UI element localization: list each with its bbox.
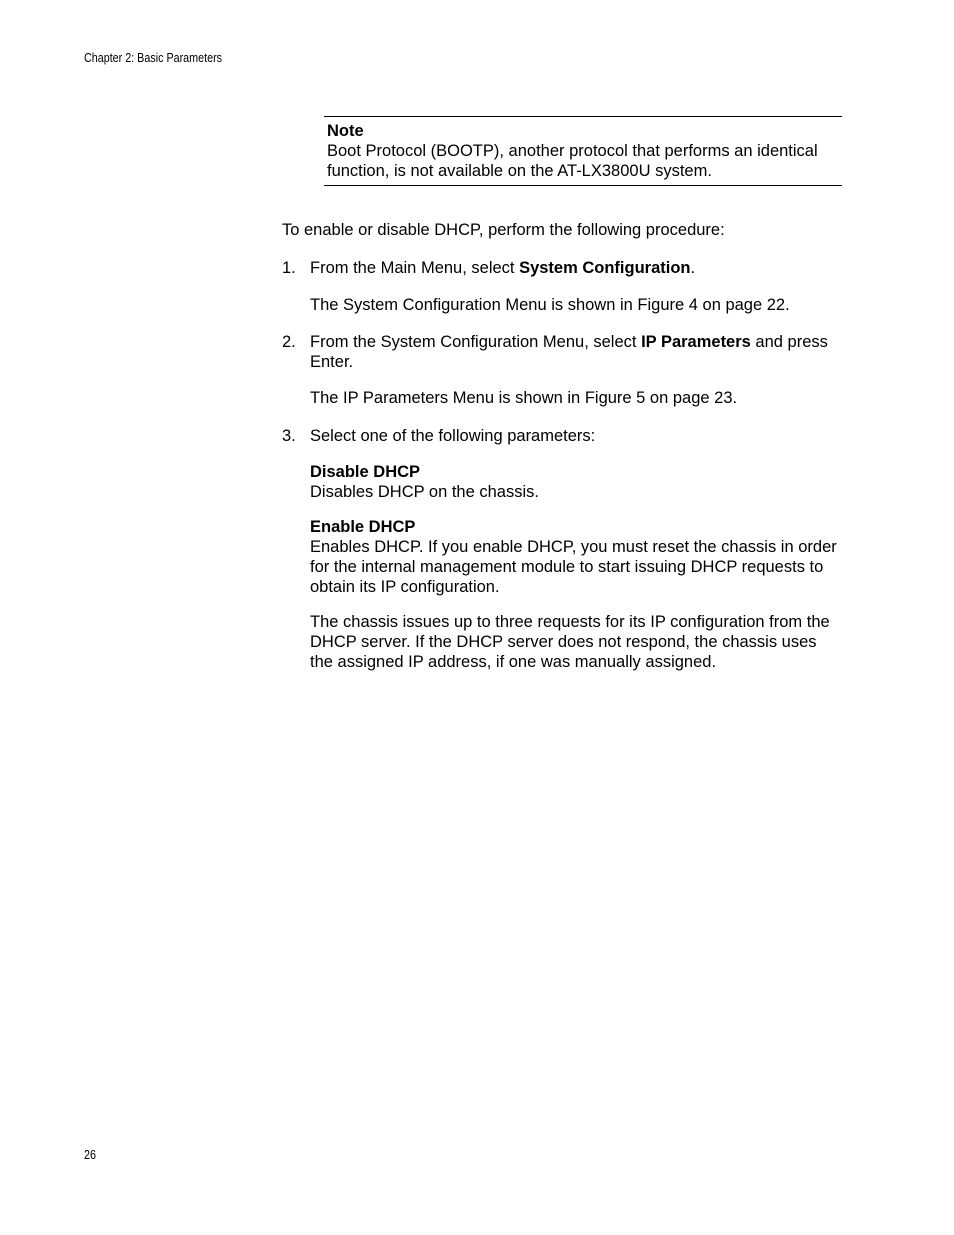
step-number: 1. — [282, 259, 296, 277]
menu-option-system-configuration: System Configuration — [519, 259, 691, 277]
note-box — [324, 116, 842, 186]
step-text: Select one of the following parameters: — [310, 427, 596, 445]
step-text: From the Main Menu, select — [310, 259, 520, 277]
procedure-section — [282, 220, 842, 672]
step-number: 3. — [282, 427, 296, 445]
step-1-result: The System Configuration Menu is shown in Figure 4 on page 22. — [310, 296, 790, 314]
step-number: 2. — [282, 333, 296, 351]
parameter-enable-dhcp — [282, 517, 842, 597]
step-text-end: . — [690, 259, 696, 277]
parameter-description: Disables DHCP on the chassis. — [310, 483, 539, 501]
intro-paragraph: To enable or disable DHCP, perform the following procedure: — [282, 221, 725, 239]
parameter-name: Disable DHCP — [310, 463, 421, 481]
closing-paragraph: The chassis issues up to three requests for its IP configuration from the DHCP server. If the DHCP server does not respond, the chassis uses the assigned IP address, if one was manually assigned. — [310, 613, 830, 671]
step-text: From the System Configuration Menu, select — [310, 333, 642, 351]
parameter-disable-dhcp — [282, 462, 842, 502]
menu-option-ip-parameters: IP Parameters — [641, 333, 751, 351]
parameter-name: Enable DHCP — [310, 518, 416, 536]
page-number: 26 — [84, 1148, 96, 1162]
note-text: Boot Protocol (BOOTP), another protocol that performs an identical function, is not available on the AT-LX3800U system. — [327, 142, 818, 180]
step-text-end: and press Enter. — [310, 333, 828, 371]
step-2 — [282, 332, 842, 372]
step-3 — [282, 426, 842, 446]
running-header: Chapter 2: Basic Parameters — [84, 51, 223, 65]
parameter-description: Enables DHCP. If you enable DHCP, you must reset the chassis in order for the internal management module to start issuing DHCP requests to obtain its IP configuration. — [310, 538, 837, 596]
step-1 — [282, 258, 842, 278]
note-title: Note — [327, 122, 364, 140]
step-2-result: The IP Parameters Menu is shown in Figure 5 on page 23. — [310, 389, 738, 407]
